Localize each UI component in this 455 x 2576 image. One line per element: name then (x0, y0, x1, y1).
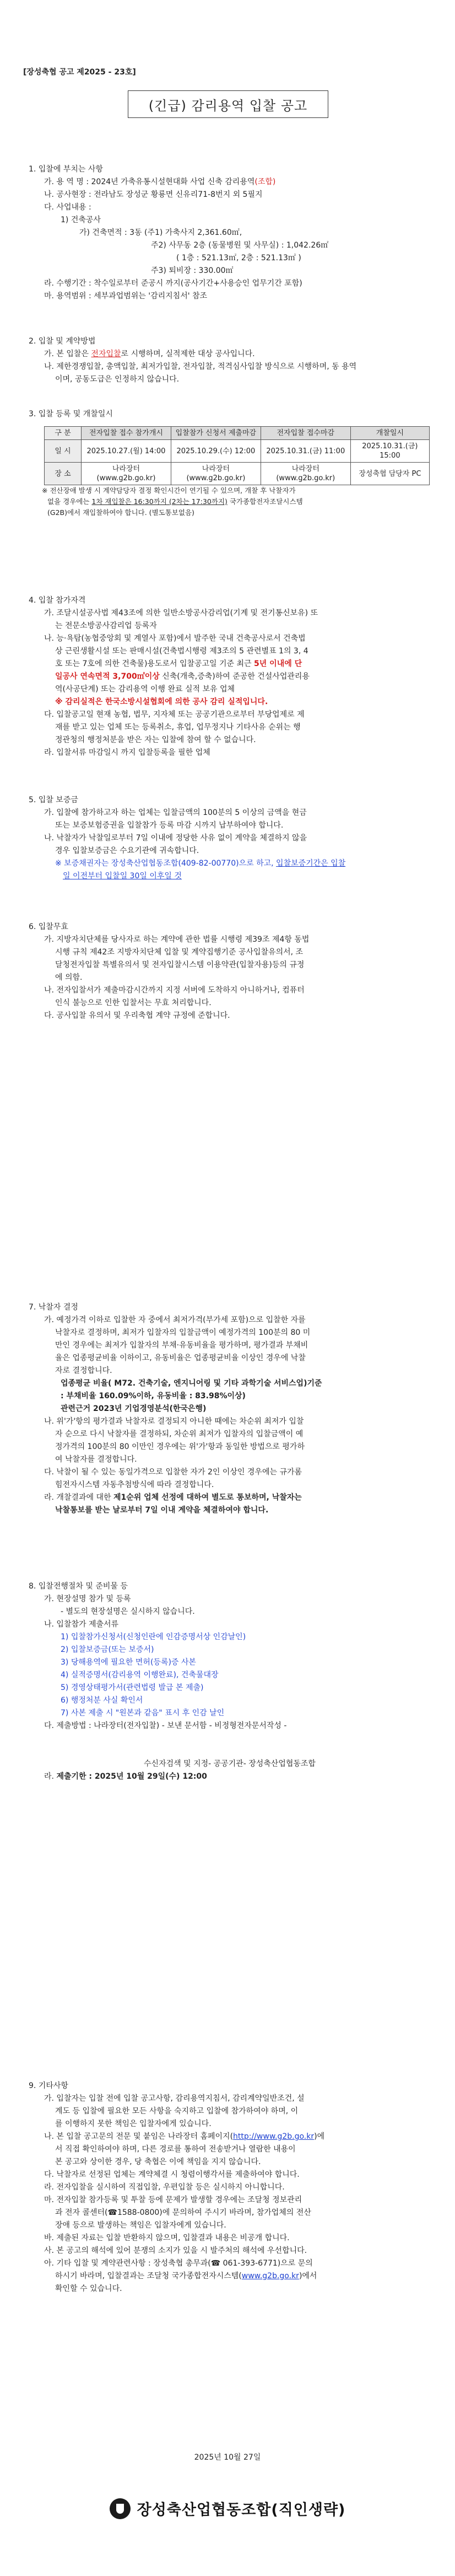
s8-documents: 나. 입찰참가 제출서류 (44, 1620, 119, 1629)
section-8 (29, 1580, 431, 1783)
s6-invalid-a: 가. 지방자치단체를 당사자로 하는 계약에 관한 법률 시행령 제39조 제4항 동법 시행 규칙 제42조 지방자치단체 입찰 및 계약집행기준 공사입찰유의서, 조 달청전자입찰 특별유의서 및 전자입찰시스템 이용약관(입찰자용)등의 규정 에 의함. (44, 935, 310, 982)
s8-deadline: 라. 제출기한 : 2025년 10월 29일(수) 12:00 (44, 1772, 207, 1781)
section-6-heading: 6. 입찰무효 (29, 922, 68, 931)
s3-note: ※ 전산장애 발생 시 계약담당자 결정 확인시간이 연기될 수 있으며, 개찰 후 낙찰자가 없을 경우에는 1차 재입찰은 16:30까지 (2차는 17:30까지) 국가종합전자조달시스템 (G2B)에서 재입찰하여야 합니다. (별도통보없음) (42, 486, 303, 517)
section-3-heading: 3. 입찰 등록 및 개찰일시 (29, 410, 113, 418)
s7-award-b: 나. 위'가'항의 평가결과 낙찰자로 결정되지 아니한 때에는 차순위 최저가 입찰 자 순으로 다시 낙찰자를 결정하되, 차순위 최저가 입찰자의 입찰금액이 예 정가격의 100분의 80 이만인 경우에는 위'가'항과 동일한 방법으로 평가하 여 낙찰자를 결정합니다. (44, 1417, 305, 1464)
s7-award-d: 라. 개찰결과에 대한 제1순위 업체 선정에 대하여 별도로 통보하며, 낙찰자는 낙찰통보를 받는 날로부터 7일 이내 계약을 체결하여야 합니다. (44, 1493, 302, 1515)
notice-title: (긴급) 감리용역 입찰 공고 (128, 90, 328, 118)
s9-etc-b: 나. 본 입찰 공고문의 전문 및 붙임은 나라장터 홈페이지(http://www.g2b.go.kr)에 서 직접 확인하여야 하며, 다른 경로를 통하여 전송받거나 열람한 내용이 본 공고와 상이한 경우, 당 축협은 이에 책임을 지지 않습니다. (44, 2132, 325, 2166)
org-name: 장성축산업협동조합(직인생략) (137, 2502, 346, 2519)
table-row (45, 440, 430, 463)
s6-invalid-b: 나. 전자입찰서가 제출마감시간까지 지정 서버에 도착하지 아니하거나, 컴퓨터 인식 불능으로 인한 입찰서는 무효 처리합니다. (44, 986, 305, 1007)
s2-method: 가. 본 입찰은 전자입찰로 시행하며, 실적제한 대상 공사입니다. (44, 350, 255, 358)
s4-qual-c: 다. 입찰공고일 현재 농협, 법무, 지자체 또는 공공기관으로부터 부당업제로 제 재를 받고 있는 업체 또는 등록취소, 휴업, 업무정지나 기타사유 순위는 행 정관청의 행정처분을 받은 자는 입찰에 참여 할 수 없습니다. (44, 710, 305, 744)
s9-etc-a: 가. 입찰자는 입찰 전에 입찰 공고사항, 감리용역지침서, 감리계약일반조건, 설 계도 등 입찰에 필요한 모든 사항을 숙지하고 입찰에 참가하여야 하며, 이 를 이행하지 못한 책임은 입찰자에게 있습니다. (44, 2094, 305, 2128)
table-header-cell: 구 분 (45, 427, 82, 440)
s1-content: 다. 사업내용 : (44, 203, 91, 212)
s4-qual-d: 라. 입찰서류 마감일시 까지 입찰등록을 필한 업체 (44, 748, 210, 757)
section-8-heading: 8. 입찰전행절차 및 준비물 등 (29, 1582, 128, 1591)
section-3 (29, 408, 431, 518)
footer (0, 2498, 455, 2519)
table-header-cell: 입찰참가 신청서 제출마감 (171, 427, 261, 440)
s2-type: 나. 제한경쟁입찰, 총액입찰, 최저가입찰, 전자입찰, 적격심사입찰 방식으로 시행하며, 동 용역 이며, 공동도급은 인정하지 않습니다. (44, 362, 357, 384)
s1-service-name: 가. 용 역 명 : 2024년 가축유통시설현대화 사업 신축 감리용역(조합) (44, 178, 276, 186)
table-row (45, 463, 430, 485)
s9-etc-c: 다. 낙찰자로 선정된 업체는 계약체결 시 청렴이행각서를 제출하여야 합니다. (44, 2170, 300, 2179)
list-item: 1) 입찰참가신청서(신청인란에 인감증명서상 인감날인) (61, 1633, 246, 1641)
g2b-link-2[interactable]: www.g2b.go.kr (241, 2272, 299, 2280)
list-item: 6) 행정처분 사실 확인서 (61, 1696, 143, 1705)
table-cell: 장성축협 담당자 PC (350, 463, 429, 485)
s9-etc-g: 사. 본 공고의 해석에 있어 분쟁의 소지가 있을 시 발주처의 해석에 우선합니다. (44, 2246, 307, 2255)
list-item: 7) 사본 제출 시 "원본과 같음" 표시 후 인감 날인 (61, 1709, 225, 1718)
cooperative-logo-icon (110, 2498, 131, 2519)
list-item: 4) 실적증명서(감리용역 이행완료), 건축물대장 (61, 1671, 219, 1679)
s1-site: 나. 공사현장 : 전라남도 장성군 황룡면 신유리71-8번지 외 5필지 (44, 190, 263, 199)
list-item: 5) 경영상태평가서(관련법령 발급 본 제출) (61, 1683, 204, 1692)
section-7-heading: 7. 낙찰자 결정 (29, 1303, 78, 1312)
section-9 (29, 2080, 431, 2295)
section-5 (29, 794, 431, 883)
table-header-cell: 전자입찰 접수마감 (261, 427, 350, 440)
section-4-heading: 4. 입찰 참가자격 (29, 596, 86, 605)
s8-briefing-note: - 별도의 현장설명은 실시하지 않습니다. (61, 1607, 195, 1616)
section-9-heading: 9. 기타사항 (29, 2081, 68, 2090)
table-header-cell: 개찰일시 (350, 427, 429, 440)
list-item: 2) 입찰보증금(또는 보증서) (61, 1645, 154, 1654)
s1-area-2: 주2) 사무동 2층 (동물병원 및 사무실) : 1,042.26㎡ (151, 241, 329, 250)
table-cell: 2025.10.27.(월) 14:00 (82, 440, 171, 463)
section-1-heading: 1. 입찰에 부치는 사항 (29, 165, 103, 174)
section-7 (29, 1301, 431, 1517)
table-cell: 나라장터 (www.g2b.go.kr) (171, 463, 261, 485)
s4-qual-a: 가. 조달시설공사법 제43조에 의한 일반소방공사감리업(기계 및 전기통신보유) 또 는 전문소방공사감리업 등록자 (44, 609, 318, 630)
s6-invalid-c: 다. 공사입찰 유의서 및 우리축협 계약 규정에 준합니다. (44, 1011, 230, 1020)
table-header-row (45, 427, 430, 440)
s1-construction: 1) 건축공사 (61, 216, 101, 224)
s8-submit-method: 다. 제출방법 : 나라장터(전자입찰) - 보낸 문서함 - 비정형전자문서작성 - (44, 1721, 287, 1730)
table-cell: 나라장터 (www.g2b.go.kr) (261, 463, 350, 485)
table-cell: 2025.10.31.(금) 11:00 (261, 440, 350, 463)
s4-qual-b: 나. 능·욕탐(농협중앙회 및 계열사 포함)에서 발주한 국내 건축공사로서 건축법 상 근린생활시설 또는 판매시설(건축법시행령 제3조의 5 관련별표 1의 3, 4 호 또는 7호에 의한 건축물)용도로서 입찰공고일 기준 최근 5년 이내에 단 일공사 연속면적 3,700㎡이상 신축(개축,증축)하여 준공한 건설사업관리용 역(사공단계) 또는 감리용역 이행 완료 실적 보유 업체 ※ 감리실적은 한국소방시설협회에 의한 공사 감리 실적입니다. (44, 634, 310, 706)
s9-etc-d: 라. 전자입찰을 실시하여 직접입찰, 우편입찰 등은 실시하지 아니합니다. (44, 2183, 285, 2192)
s7-award-a: 가. 예정가격 이하로 입찰한 자 중에서 최저가격(부가세 포함)으로 입찰한 자를 낙찰자로 결정하며, 최저가 입찰자의 입찰금액이 예정가격의 100분의 80 미 만인 경우에는 최저가 입찰자의 부채·유동비율을 평가하며, 평가결과 부채비 율은 업종평균비율 이하이고, 유동비율은 업종평균비율 이상인 경우에 낙찰 자로 결정합니다. (44, 1316, 311, 1375)
s8-briefing: 가. 현장설명 참가 및 등록 (44, 1595, 131, 1603)
s8-recipient: 수신자검색 및 지정- 공공기관- 장성축산업협동조합 (144, 1759, 316, 1768)
s1-scope: 마. 용역범위 : 세부과업범위는 '감리지침서' 참조 (44, 292, 208, 300)
notice-date: 2025년 10월 27일 (194, 2453, 261, 2462)
s9-etc-f: 바. 제출된 자료는 입찰 반환하지 않으며, 입찰결과 내용은 비공개 합니다. (44, 2234, 290, 2242)
section-1 (29, 163, 431, 303)
s5-deposit-a: 가. 입찰에 참가하고자 하는 업체는 입찰금액의 100분의 5 이상의 금액을 현금 또는 보증보험증권을 입찰참가 등록 마감 시까지 납부하여야 합니다. (44, 808, 307, 830)
notice-number: [장성축협 공고 제2025 - 23호] (23, 68, 136, 77)
section-4 (29, 594, 431, 759)
s5-deposit-b: 나. 낙찰자가 낙찰일로부터 7일 이내에 정당한 사유 없이 계약을 체결하지 않을 경우 입찰보증금은 수요기관에 귀속합니다. (44, 834, 307, 855)
s9-etc-e: 마. 전자입찰 참가등록 및 투찰 등에 문제가 발생할 경우에는 조달청 정보관리 과 전자 콜센터(☎1588-0800)에 문의하여 주시기 바라며, 참가업체의 전산 장애 등으로 발생하는 책임은 입찰자에게 있습니다. (44, 2196, 311, 2230)
g2b-link[interactable]: http://www.g2b.go.kr (233, 2132, 315, 2141)
s7-ratio-source: 관련근거 2023년 기업경영분석(한국은행) (61, 1404, 207, 1413)
s1-period: 라. 수행기간 : 착수일로부터 준공시 까지(공사기간+사용승인 업무기간 포함) (44, 279, 302, 288)
table-header-cell: 전자입찰 접수 참가개시 (82, 427, 171, 440)
table-cell: 장 소 (45, 463, 82, 485)
table-cell: 나라장터 (www.g2b.go.kr) (82, 463, 171, 485)
s9-etc-h: 아. 기타 입찰 및 계약관련사항 : 장성축협 총무과(☎ 061-393-6771)으로 문의 하시기 바라며, 입찰결과는 조달청 국가종합전자시스템(www.g2b.go.kr)에서 확인할 수 있습니다. (44, 2259, 317, 2293)
table-cell: 일 시 (45, 440, 82, 463)
section-2 (29, 335, 431, 386)
s7-award-c: 다. 낙찰이 될 수 있는 동일가격으로 입찰한 자가 2인 이상인 경우에는 규가롬 힘전자시스템 자동추첨방식에 따라 결정합니다. (44, 1468, 302, 1489)
s1-area-1: 가) 건축면적 : 3동 (주1) 가축사지 2,361.60㎡, (79, 228, 242, 237)
s1-area-2-detail: ( 1층 : 521.13㎡, 2층 : 521.13㎡ ) (176, 254, 301, 262)
s5-note: ※ 보증채권자는 장성축산업협동조합(409-82-00770)으로 하고, 입찰보증기간은 입찰 일 이전부터 입찰일 30일 이후일 것 (55, 859, 346, 881)
s7-ratio-basis: 업종평균 비율( M72. 건축기술, 엔지니어링 및 기타 과학기술 서비스업)기준 : 부채비율 160.09%이하, 유동비율 : 83.98%이상) (61, 1379, 322, 1400)
section-6 (29, 921, 431, 1022)
section-2-heading: 2. 입찰 및 계약방법 (29, 337, 96, 346)
schedule-table (44, 426, 430, 485)
table-cell: 2025.10.31.(금) 15:00 (350, 440, 429, 463)
table-cell: 2025.10.29.(수) 12:00 (171, 440, 261, 463)
section-5-heading: 5. 입찰 보증금 (29, 796, 78, 804)
list-item: 3) 당해용역에 필요한 면허(등록)증 사본 (61, 1658, 196, 1667)
s1-area-3: 주3) 퇴비장 : 330.00㎡ (151, 266, 234, 275)
